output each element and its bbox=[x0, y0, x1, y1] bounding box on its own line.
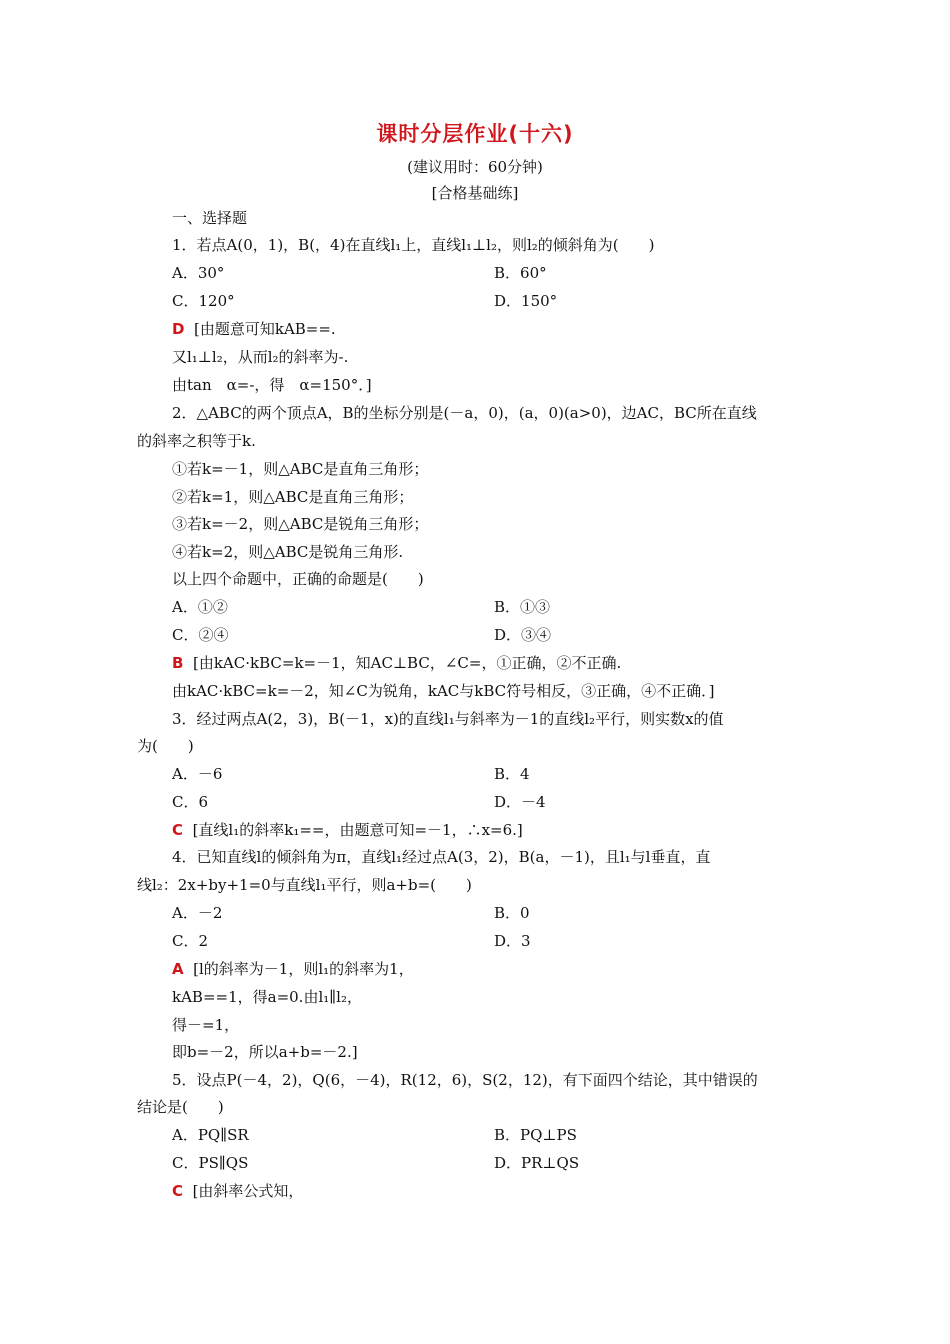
q1-solution-line-2: 又l₁⊥l₂，从而l₂的斜率为-. bbox=[172, 348, 349, 366]
q2-stem-line-2: 的斜率之积等于k. bbox=[137, 432, 256, 450]
q2-answer: B bbox=[172, 654, 184, 672]
section-heading: 一、选择题 bbox=[172, 209, 248, 227]
q3-option-d: D．－4 bbox=[494, 793, 546, 811]
q4-solution-line-4: 即b=－2，所以a+b=－2.] bbox=[172, 1043, 358, 1061]
q3-option-b: B．4 bbox=[494, 765, 530, 783]
q4-solution-line-2: kAB==1，得a=0.由l₁∥l₂， bbox=[172, 988, 362, 1006]
q2-option-b: B．①③ bbox=[494, 598, 551, 616]
q1-option-d: D．150° bbox=[494, 292, 558, 310]
q4-option-d: D．3 bbox=[494, 932, 531, 950]
q4-solution-line-1 bbox=[172, 959, 414, 979]
q1-option-c: C．120° bbox=[172, 292, 235, 310]
q5-solution-text-1: [由斜率公式知， bbox=[192, 1182, 304, 1200]
q4-solution-text-1: [l的斜率为－1，则l₁的斜率为1， bbox=[193, 960, 414, 978]
q2-proposition-1: ①若k=－1，则△ABC是直角三角形； bbox=[172, 460, 429, 478]
q2-solution-text-1: [由kAC·kBC=k=－1，知AC⊥BC，∠C=，①正确，②不正确. bbox=[192, 654, 622, 672]
q2-solution-line-1 bbox=[172, 653, 621, 673]
q1-solution-line-1 bbox=[172, 319, 336, 339]
q5-option-a: A．PQ∥SR bbox=[172, 1126, 249, 1144]
q4-answer: A bbox=[172, 960, 184, 978]
q2-solution-line-2: 由kAC·kBC=k=－2，知∠C为锐角，kAC与kBC符号相反，③正确，④不正确．] bbox=[172, 682, 715, 700]
q2-option-a: A．①② bbox=[172, 598, 228, 616]
q2-proposition-4: ④若k=2，则△ABC是锐角三角形. bbox=[172, 543, 404, 561]
q4-option-c: C．2 bbox=[172, 932, 209, 950]
q4-option-a: A．－2 bbox=[172, 904, 223, 922]
q1-option-b: B．60° bbox=[494, 264, 547, 282]
page-title: 课时分层作业(十六) bbox=[376, 122, 574, 146]
q5-option-b: B．PQ⊥PS bbox=[494, 1126, 577, 1144]
q5-stem-line-1: 5．设点P(－4，2)，Q(6，－4)，R(12，6)，S(2，12)，有下面四个结论，其中错误的 bbox=[172, 1071, 758, 1089]
q3-stem-line-1: 3．经过两点A(2，3)，B(－1，x)的直线l₁与斜率为－1的直线l₂平行，则实数x的值 bbox=[172, 710, 724, 728]
q1-stem: 1．若点A(0，1)，B(，4)在直线l₁上，直线l₁⊥l₂，则l₂的倾斜角为( ) bbox=[172, 236, 655, 254]
q2-option-d: D．③④ bbox=[494, 626, 552, 644]
time-note: (建议用时：60分钟) bbox=[407, 158, 543, 176]
q4-solution-line-3: 得－=1， bbox=[172, 1016, 240, 1034]
q1-solution-text-1: [由题意可知kAB==. bbox=[194, 320, 336, 338]
q5-stem-line-2: 结论是( ) bbox=[137, 1098, 224, 1116]
q4-option-b: B．0 bbox=[494, 904, 530, 922]
q2-question: 以上四个命题中，正确的命题是( ) bbox=[172, 570, 424, 588]
q3-stem-line-2: 为( ) bbox=[137, 737, 194, 755]
q1-solution-line-3: 由tan α=-，得 α=150°．] bbox=[172, 376, 372, 394]
q3-solution-line-1 bbox=[172, 820, 523, 840]
q2-proposition-3: ③若k=－2，则△ABC是锐角三角形； bbox=[172, 515, 429, 533]
q2-stem-line-1: 2．△ABC的两个顶点A，B的坐标分别是(－a，0)，(a，0)(a>0)，边AC，BC所在直线 bbox=[172, 404, 757, 422]
q3-option-a: A．－6 bbox=[172, 765, 223, 783]
q1-answer: D bbox=[172, 320, 185, 338]
q1-option-a: A．30° bbox=[172, 264, 225, 282]
q4-stem-line-1: 4．已知直线l的倾斜角为π，直线l₁经过点A(3，2)，B(a，－1)，且l₁与l垂直，直 bbox=[172, 848, 711, 866]
q3-answer: C bbox=[172, 821, 184, 839]
q3-solution-text-1: [直线l₁的斜率k₁==，由题意可知=－1，∴x=6.] bbox=[192, 821, 523, 839]
q3-option-c: C．6 bbox=[172, 793, 209, 811]
level-label: [合格基础练] bbox=[431, 184, 519, 202]
q5-answer: C bbox=[172, 1182, 184, 1200]
q5-solution-line-1 bbox=[172, 1181, 303, 1201]
q5-option-d: D．PR⊥QS bbox=[494, 1154, 580, 1172]
q2-option-c: C．②④ bbox=[172, 626, 229, 644]
q4-stem-line-2: 线l₂：2x+by+1=0与直线l₁平行，则a+b=( ) bbox=[137, 876, 472, 894]
q5-option-c: C．PS∥QS bbox=[172, 1154, 249, 1172]
q2-proposition-2: ②若k=1，则△ABC是直角三角形； bbox=[172, 488, 414, 506]
